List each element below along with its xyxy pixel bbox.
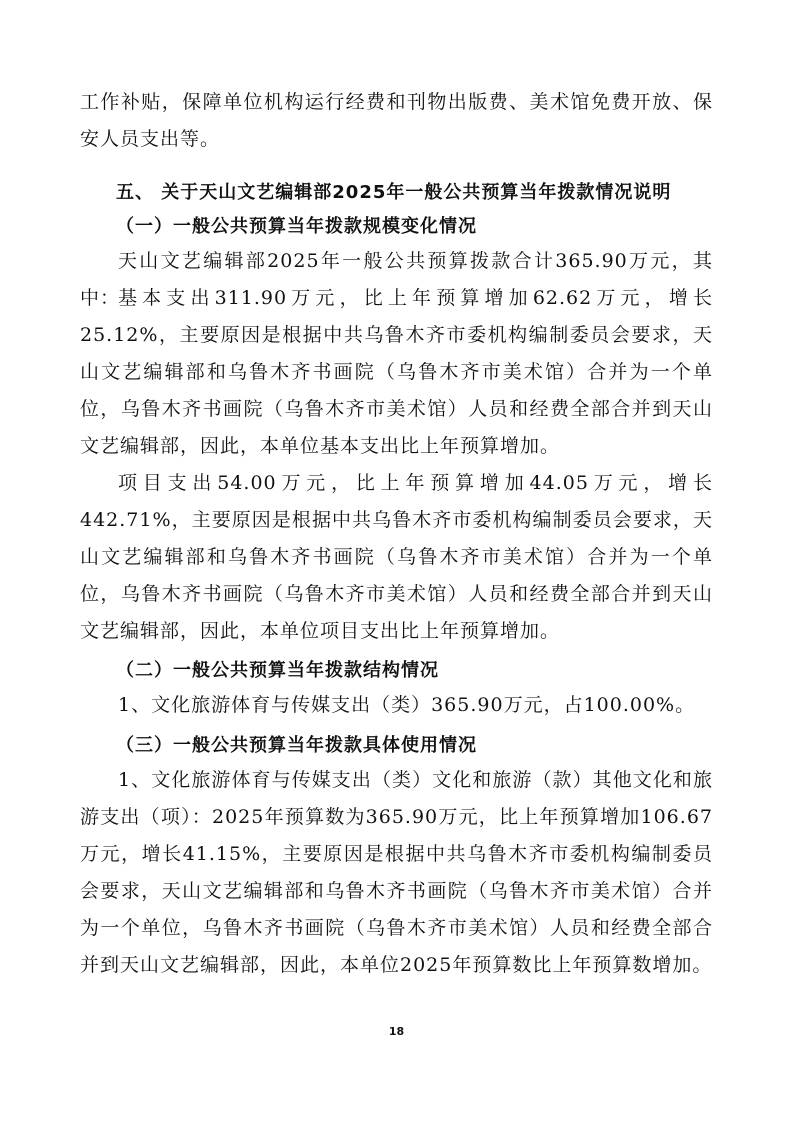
subsection-heading-1: （一）一般公共预算当年拨款规模变化情况 (116, 216, 477, 237)
subsection-heading-3: （三）一般公共预算当年拨款具体使用情况 (116, 735, 477, 756)
paragraph-structure: 1、文化旅游体育与传媒支出（类）365.90万元，占100.00%。 (118, 694, 696, 716)
paragraph-basic-expenditure: 基本支出311.90万元，比上年预算增加62.62万元，增长25.12%，主要原因是根据中共乌鲁木齐市委机构编制委员会要求，天山文艺编辑部和乌鲁木齐书画院（乌鲁木齐市美术馆）合并为一个单位，乌鲁木齐书画院（乌鲁木齐市美术馆）人员和经费全部合并到天山文艺编辑部，因此，本单位基本支出比上年预算增加。 (80, 287, 713, 457)
page-number: 18 (388, 1025, 405, 1038)
paragraph-specific-use: 1、文化旅游体育与传媒支出（类）文化和旅游（款）其他文化和旅游支出（项）：2025年预算数为365.90万元，比上年预算增加106.67万元，增长41.15%，主要原因是根据中共乌鲁木齐市委机构编制委员会要求，天山文艺编辑部和乌鲁木齐书画院（乌鲁木齐市美术馆）合并为一个单位，乌鲁木齐书画院（乌鲁木齐市美术馆）人员和经费全部合并到天山文艺编辑部，因此，本单位2025年预算数比上年预算数增加。 (80, 769, 713, 976)
subsection-heading-2: （二）一般公共预算当年拨款结构情况 (116, 660, 439, 681)
paragraph-continuation: 工作补贴，保障单位机构运行经费和刊物出版费、美术馆免费开放、保安人员支出等。 (80, 91, 713, 150)
section-heading-5: 五、 关于天山文艺编辑部2025年一般公共预算当年拨款情况说明 (116, 182, 672, 203)
paragraph-total-appropriation: 天山文艺编辑部2025年一般公共预算拨款合计365.90万元，其中： (80, 250, 713, 309)
paragraph-project-expenditure: 项目支出54.00万元，比上年预算增加44.05万元，增长442.71%，主要原因是根据中共乌鲁木齐市委机构编制委员会要求，天山文艺编辑部和乌鲁木齐书画院（乌鲁木齐市美术馆）合并为一个单位，乌鲁木齐书画院（乌鲁木齐市美术馆）人员和经费全部合并到天山文艺编辑部，因此，本单位项目支出比上年预算增加。 (80, 472, 713, 642)
